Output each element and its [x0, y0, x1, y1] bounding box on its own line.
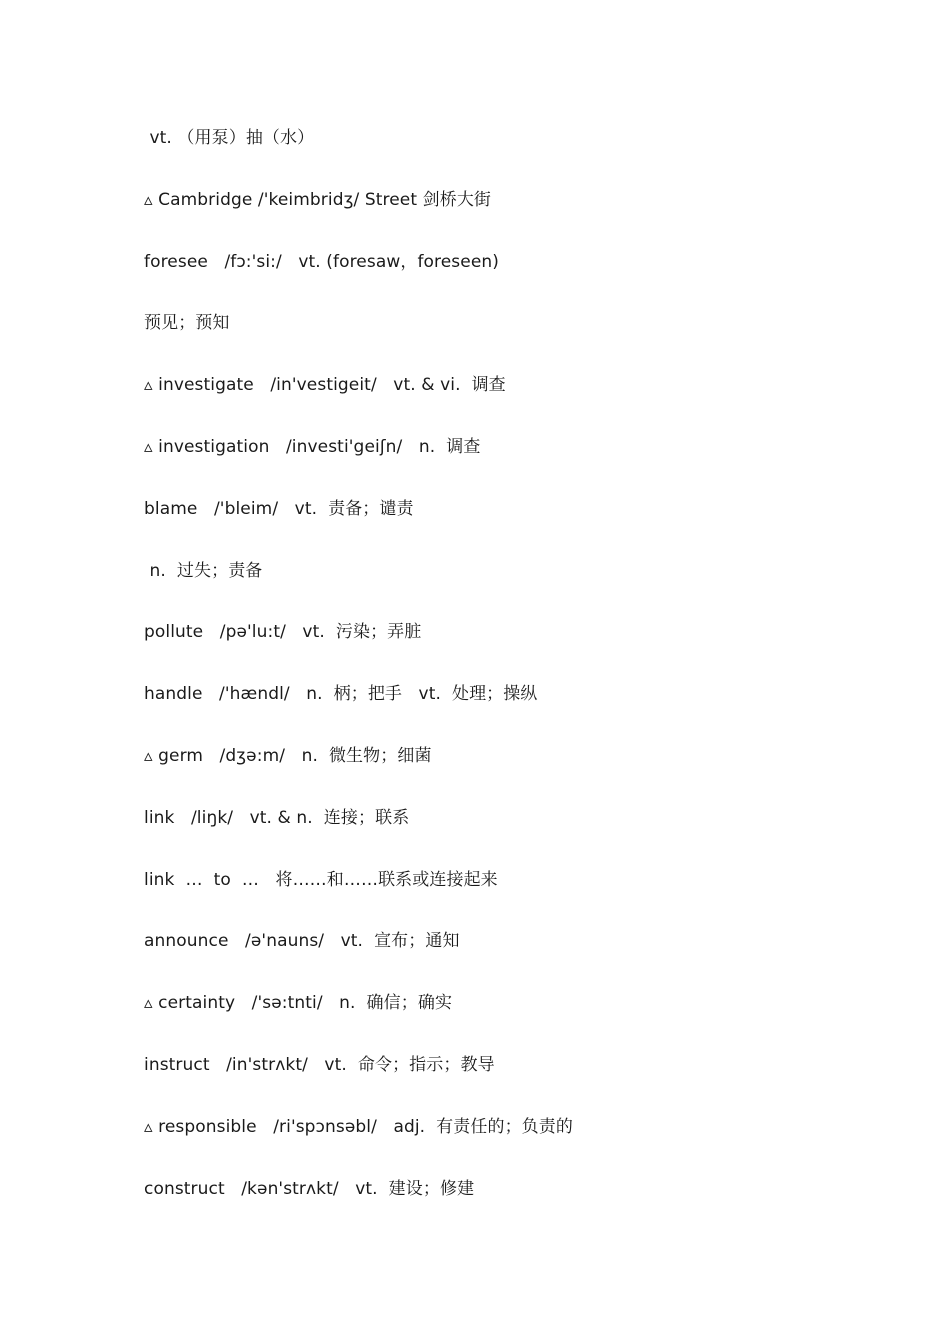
- vocab-entry-pump-sense: vt. （用泵）抽（水）: [144, 128, 315, 148]
- vocab-entry-construct: construct /kən'strʌkt/ vt. 建设；修建: [144, 1178, 475, 1199]
- vocab-entry-instruct: instruct /in'strʌkt/ vt. 命令；指示；教导: [144, 1054, 495, 1075]
- vocab-entry-link-to: link … to … 将……和……联系或连接起来: [144, 869, 498, 890]
- vocab-entry-foresee-meaning: 预见；预知: [144, 313, 230, 334]
- vocabulary-list: [144, 124, 573, 1236]
- vocab-entry-investigation: ▵ investigation /investi'geiʃn/ n. 调查: [144, 436, 481, 457]
- vocab-entry-link: link /liŋk/ vt. & n. 连接；联系: [144, 807, 410, 828]
- vocab-entry-cambridge-street: ▵ Cambridge /'keimbridʒ/ Street 剑桥大街: [144, 189, 492, 210]
- vocab-entry-germ: ▵ germ /dʒə:m/ n. 微生物；细菌: [144, 745, 432, 766]
- vocab-entry-certainty: ▵ certainty /'sə:tnti/ n. 确信；确实: [144, 993, 453, 1014]
- vocab-entry-foresee: foresee /fɔ:'si:/ vt. (foresaw，foreseen): [144, 251, 499, 272]
- vocab-entry-pollute: pollute /pə'lu:t/ vt. 污染；弄脏: [144, 622, 422, 643]
- vocab-entry-announce: announce /ə'nauns/ vt. 宣布；通知: [144, 931, 460, 952]
- vocab-entry-investigate: ▵ investigate /in'vestigeit/ vt. & vi. 调查: [144, 375, 506, 396]
- vocab-entry-blame: blame /'bleim/ vt. 责备；谴责: [144, 498, 414, 519]
- vocab-entry-blame-noun: n. 过失；责备: [144, 560, 263, 581]
- vocab-entry-handle: handle /'hændl/ n. 柄；把手 vt. 处理；操纵: [144, 684, 538, 705]
- vocab-entry-responsible: ▵ responsible /ri'spɔnsəbl/ adj. 有责任的；负责的: [144, 1116, 573, 1137]
